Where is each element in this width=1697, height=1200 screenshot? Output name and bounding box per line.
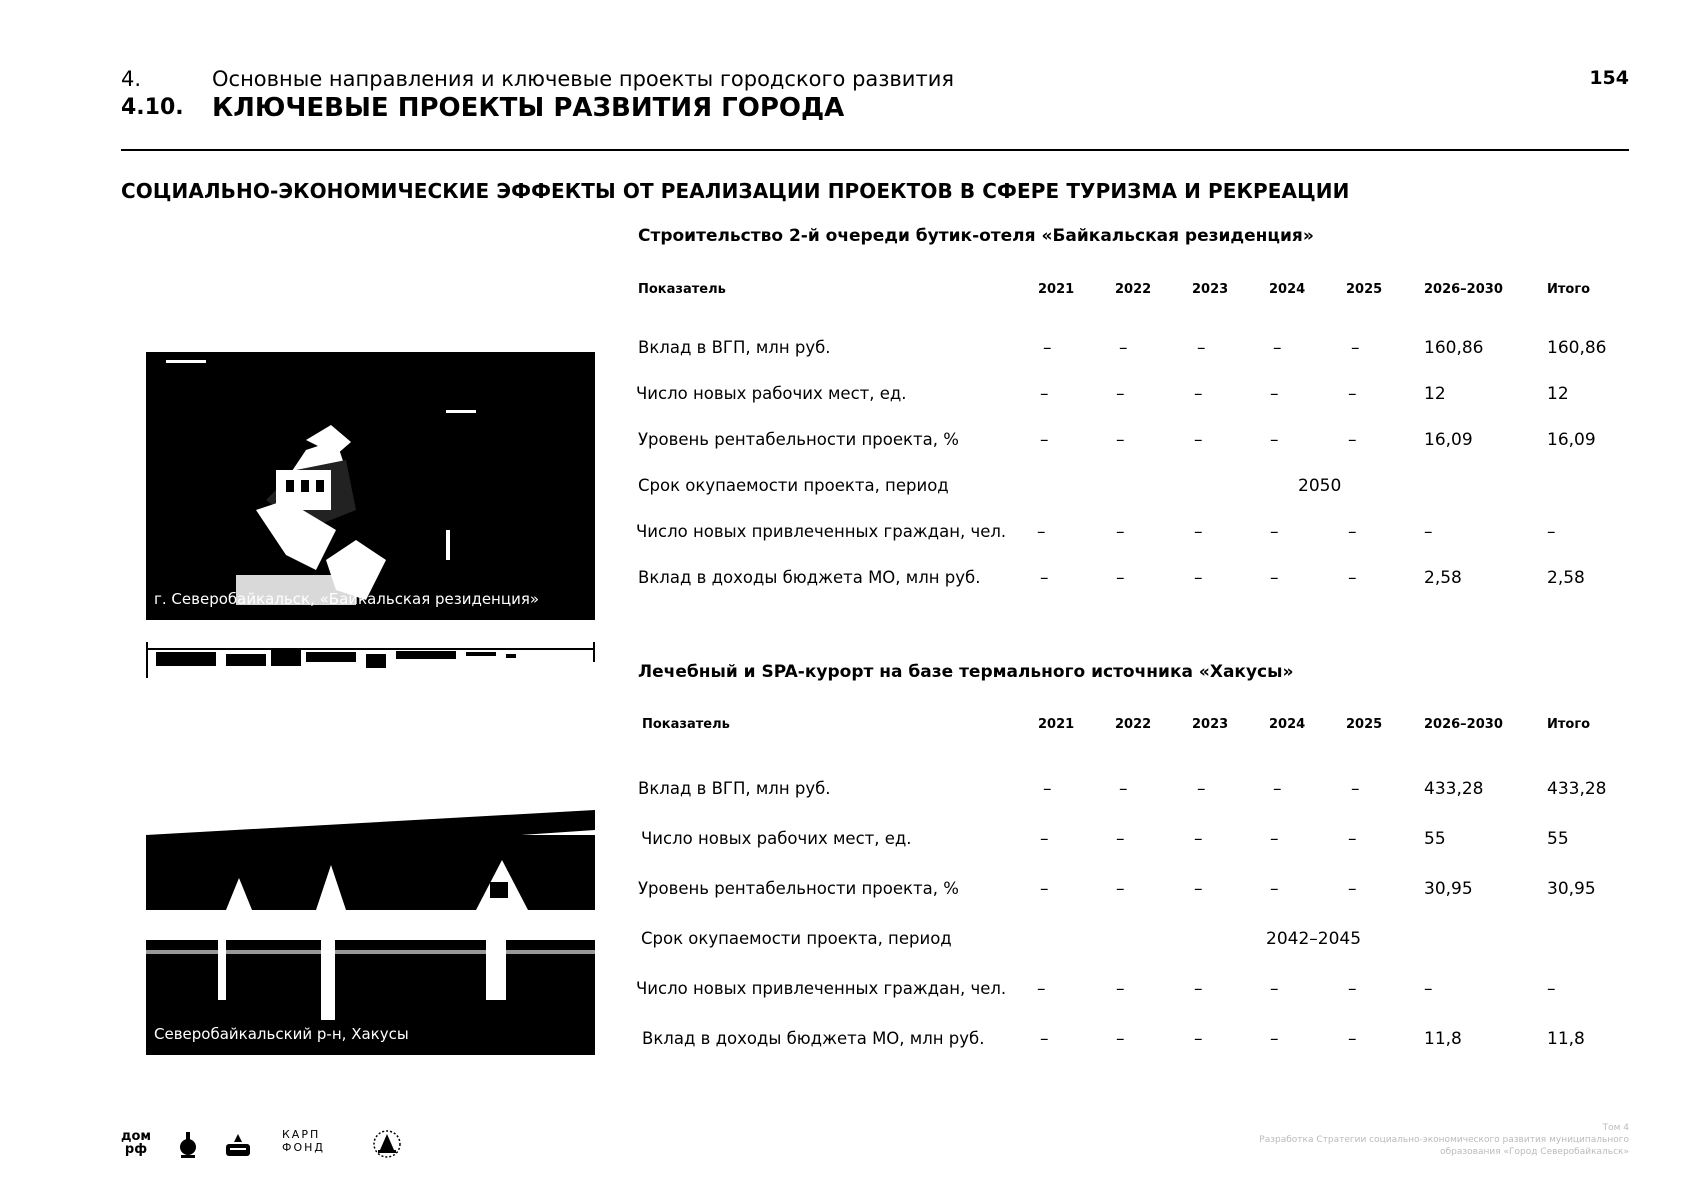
cell: – xyxy=(1116,1029,1125,1049)
cell: 16,09 xyxy=(1424,430,1473,450)
cell: – xyxy=(1273,779,1282,799)
cell: – xyxy=(1270,568,1279,588)
row-label: Число новых рабочих мест, ед. xyxy=(641,829,912,848)
footer-note-line: Том 4 xyxy=(1602,1123,1629,1133)
cell: – xyxy=(1194,522,1203,542)
cell: – xyxy=(1270,522,1279,542)
coat-of-arms-icon xyxy=(224,1132,252,1160)
column-header: 2023 xyxy=(1192,717,1229,732)
header-divider xyxy=(121,149,1629,151)
cell: – xyxy=(1037,979,1046,999)
photo-caption: г. Северобайкальск, «Байкальская резиденция» xyxy=(154,590,540,608)
cell: – xyxy=(1043,779,1052,799)
column-header: 2024 xyxy=(1269,717,1306,732)
cell: – xyxy=(1197,338,1206,358)
cell: – xyxy=(1037,522,1046,542)
row-label: Уровень рентабельности проекта, % xyxy=(638,879,959,898)
cell: – xyxy=(1043,338,1052,358)
photo-khakusy xyxy=(146,810,595,1055)
cell: – xyxy=(1116,384,1125,404)
cell: – xyxy=(1194,430,1203,450)
cell: – xyxy=(1348,522,1357,542)
row-label: Срок окупаемости проекта, период xyxy=(641,929,952,948)
cell: – xyxy=(1273,338,1282,358)
cell: – xyxy=(1040,430,1049,450)
cell: – xyxy=(1351,779,1360,799)
cell: 55 xyxy=(1424,829,1446,849)
column-header: Итого xyxy=(1547,282,1591,297)
cell: 30,95 xyxy=(1424,879,1473,899)
column-header: Показатель xyxy=(638,282,726,297)
footer-note-line: Разработка Стратегии социально-экономического развития муниципального xyxy=(1259,1135,1629,1145)
cell: – xyxy=(1197,779,1206,799)
cell: – xyxy=(1348,384,1357,404)
chapter-number: 4. xyxy=(121,67,142,91)
section-title: КЛЮЧЕВЫЕ ПРОЕКТЫ РАЗВИТИЯ ГОРОДА xyxy=(212,93,845,123)
cell: – xyxy=(1116,879,1125,899)
row-label: Срок окупаемости проекта, период xyxy=(638,476,949,495)
cell: – xyxy=(1348,829,1357,849)
cell: 12 xyxy=(1547,384,1569,404)
cell: – xyxy=(1116,829,1125,849)
row-label: Вклад в ВГП, млн руб. xyxy=(638,779,831,798)
cell: – xyxy=(1270,829,1279,849)
cell: – xyxy=(1270,430,1279,450)
column-header: 2021 xyxy=(1038,717,1075,732)
table2-title: Лечебный и SPA-курорт на базе термального источника «Хакусы» xyxy=(638,662,1294,682)
section-number: 4.10. xyxy=(121,95,184,120)
cell: – xyxy=(1348,430,1357,450)
cell: 433,28 xyxy=(1547,779,1607,799)
main-title: СОЦИАЛЬНО-ЭКОНОМИЧЕСКИЕ ЭФФЕКТЫ ОТ РЕАЛИЗАЦИИ ПРОЕКТОВ В СФЕРЕ ТУРИЗМА И РЕКРЕАЦИИ xyxy=(121,179,1350,203)
cell: – xyxy=(1547,522,1556,542)
cell: – xyxy=(1194,1029,1203,1049)
cell: 160,86 xyxy=(1424,338,1484,358)
cell: – xyxy=(1424,522,1433,542)
cell: 11,8 xyxy=(1547,1029,1585,1049)
cell: – xyxy=(1040,384,1049,404)
cell: – xyxy=(1348,979,1357,999)
column-header: 2026–2030 xyxy=(1424,282,1503,297)
cell: 30,95 xyxy=(1547,879,1596,899)
column-header: Показатель xyxy=(642,717,730,732)
cell: 433,28 xyxy=(1424,779,1484,799)
cell: – xyxy=(1116,568,1125,588)
column-header: 2025 xyxy=(1346,717,1383,732)
cell: – xyxy=(1194,879,1203,899)
cell: 12 xyxy=(1424,384,1446,404)
cell: – xyxy=(1116,979,1125,999)
city-emblem-icon xyxy=(372,1128,402,1160)
column-header: 2026–2030 xyxy=(1424,717,1503,732)
column-header: 2025 xyxy=(1346,282,1383,297)
dom-rf-logo xyxy=(121,1130,151,1156)
row-label: Вклад в ВГП, млн руб. xyxy=(638,338,831,357)
row-label: Вклад в доходы бюджета МО, млн руб. xyxy=(638,568,981,587)
cell: – xyxy=(1194,829,1203,849)
cell: – xyxy=(1194,979,1203,999)
row-label: Число новых привлеченных граждан, чел. xyxy=(636,979,1007,998)
photo-baikal-residence xyxy=(146,330,595,620)
cell: – xyxy=(1270,879,1279,899)
cell: – xyxy=(1116,522,1125,542)
column-header: 2021 xyxy=(1038,282,1075,297)
photo-strip xyxy=(146,642,595,678)
column-header: 2022 xyxy=(1115,717,1152,732)
row-label: Вклад в доходы бюджета МО, млн руб. xyxy=(642,1029,985,1048)
cell: 55 xyxy=(1547,829,1569,849)
row-label: Число новых привлеченных граждан, чел. xyxy=(636,522,1007,541)
payback-period: 2042–2045 xyxy=(1266,929,1362,949)
cell: – xyxy=(1348,568,1357,588)
column-header: 2023 xyxy=(1192,282,1229,297)
dom-rf-logo-text: дом рф xyxy=(121,1129,152,1157)
cell: – xyxy=(1119,338,1128,358)
cell: – xyxy=(1040,879,1049,899)
cell: – xyxy=(1194,568,1203,588)
photo-khakusy-image xyxy=(146,810,595,1055)
cell: 2,58 xyxy=(1424,568,1462,588)
cell: – xyxy=(1351,338,1360,358)
footer-note xyxy=(1229,1122,1629,1158)
cell: – xyxy=(1424,979,1433,999)
chapter-title: Основные направления и ключевые проекты городского развития xyxy=(212,67,954,91)
cell: 11,8 xyxy=(1424,1029,1462,1049)
page-number: 154 xyxy=(1589,67,1629,89)
cell: 16,09 xyxy=(1547,430,1596,450)
cell: – xyxy=(1040,1029,1049,1049)
footer-note-line: образования «Город Северобайкальск» xyxy=(1440,1147,1629,1157)
column-header: 2022 xyxy=(1115,282,1152,297)
column-header: 2024 xyxy=(1269,282,1306,297)
photo-baikal-residence-image xyxy=(146,330,595,620)
cell: – xyxy=(1270,1029,1279,1049)
cell: – xyxy=(1040,568,1049,588)
column-header: Итого xyxy=(1547,717,1591,732)
table1-title: Строительство 2-й очереди бутик-отеля «Байкальская резиденция» xyxy=(638,226,1314,246)
emblem-icon xyxy=(177,1130,199,1160)
row-label: Уровень рентабельности проекта, % xyxy=(638,430,959,449)
cell: – xyxy=(1348,879,1357,899)
row-label: Число новых рабочих мест, ед. xyxy=(636,384,907,403)
cell: – xyxy=(1270,384,1279,404)
cell: – xyxy=(1040,829,1049,849)
cell: – xyxy=(1119,779,1128,799)
photo-caption: Северобайкальский р-н, Хакусы xyxy=(154,1025,409,1043)
karp-fond-logo: КАРП ФОНД xyxy=(282,1128,325,1154)
cell: – xyxy=(1194,384,1203,404)
cell: 2,58 xyxy=(1547,568,1585,588)
cell: – xyxy=(1547,979,1556,999)
cell: – xyxy=(1348,1029,1357,1049)
payback-period: 2050 xyxy=(1298,476,1342,496)
cell: 160,86 xyxy=(1547,338,1607,358)
cell: – xyxy=(1270,979,1279,999)
cell: – xyxy=(1116,430,1125,450)
